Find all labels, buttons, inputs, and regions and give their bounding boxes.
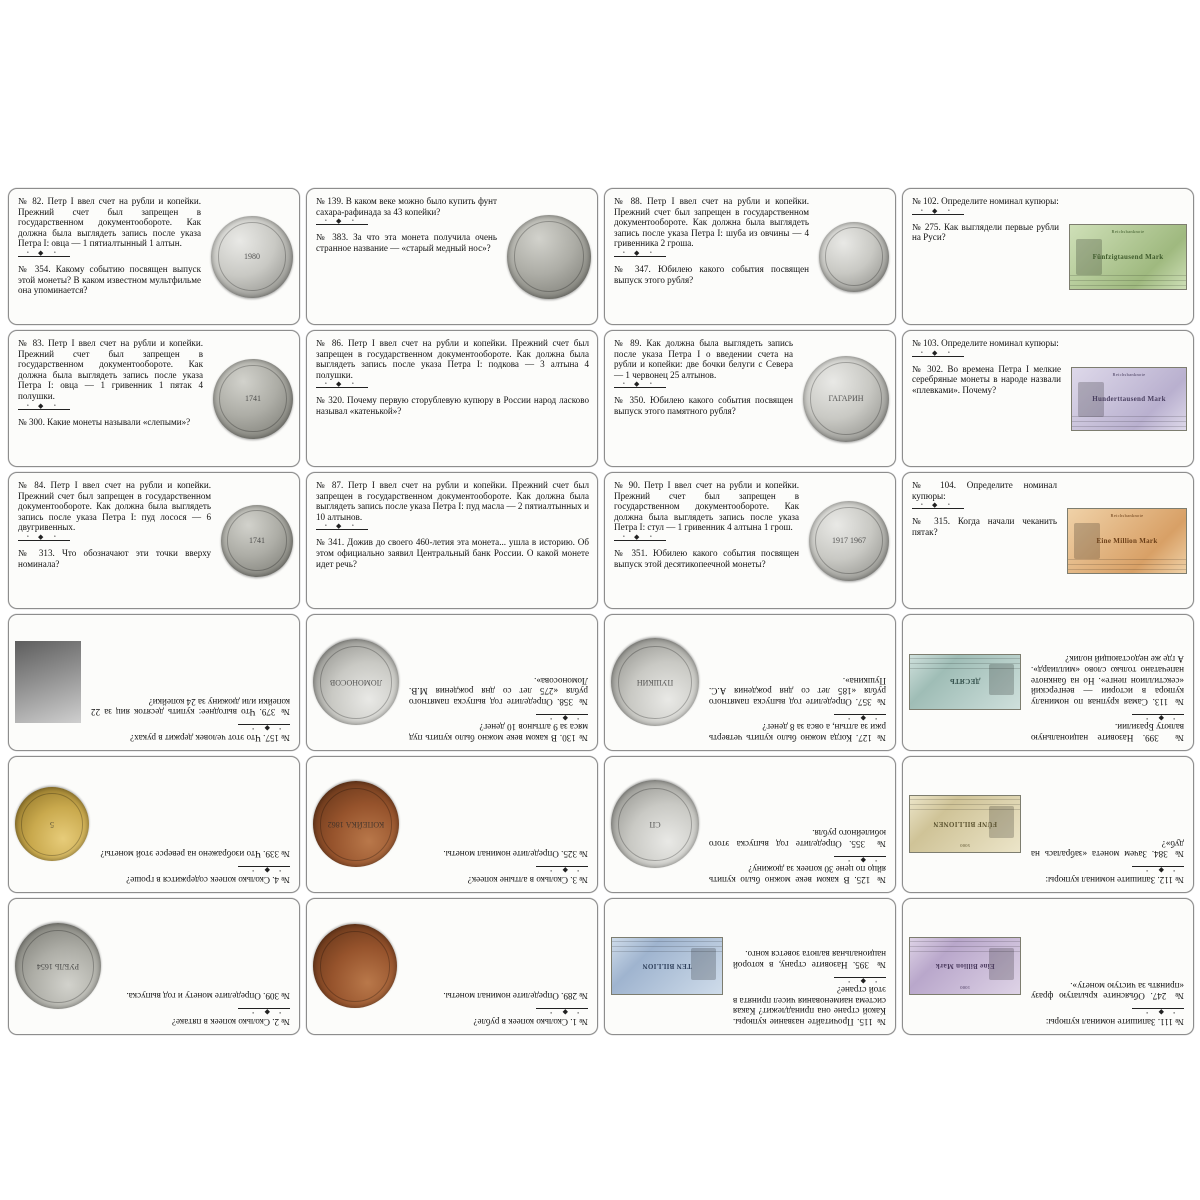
- card-artwork: [307, 899, 399, 1034]
- divider-dot: •: [1173, 867, 1175, 873]
- banknote-denomination: TEN BILLION: [642, 962, 692, 971]
- coin-legend: 5: [50, 820, 54, 830]
- coin-legend: 1917 1967: [832, 535, 866, 545]
- question-text: № 86. Петр I ввел счет на рубли и копейки. Прежний счет был запрещен в государственном документообороте. Как должна была выглядеть запись после указа Петра I: подкова — 3 алтына 4 полушки.: [316, 338, 589, 380]
- coin-image: [313, 925, 397, 1009]
- divider-dot: •: [252, 725, 254, 731]
- divider-dot: •: [577, 867, 579, 873]
- photograph-image: [15, 642, 81, 724]
- coin-image: [211, 216, 293, 298]
- question-divider: [18, 250, 70, 260]
- question-card[interactable]: [604, 188, 896, 325]
- card-text-column: [91, 757, 299, 892]
- question-card[interactable]: [902, 188, 1194, 325]
- question-text: № 130. В каком веке можно было купить пуд мяса за 9 алтынов 10 денег?: [409, 722, 588, 743]
- divider-dot: •: [921, 208, 923, 214]
- coin-legend: ГАГАРИН: [828, 393, 864, 403]
- banknote-guilloche-line: [910, 952, 1020, 953]
- question-card[interactable]: [306, 898, 598, 1035]
- question-text: № 84. Петр I ввел счет на рубли и копейки. Прежний счет был запрещен в государственном документообороте. Как должна была выглядеть запись после указа Петра I: пуд лосося — 6 двугривенных.: [18, 480, 211, 533]
- coin-legend: [313, 925, 397, 1009]
- divider-dot: •: [279, 1009, 281, 1015]
- coin-image: [313, 640, 399, 726]
- question-divider: [238, 863, 290, 873]
- banknote-image: [909, 938, 1021, 996]
- coin-image: [611, 639, 699, 727]
- question-divider: [536, 711, 588, 718]
- banknote-guilloche-line: [910, 800, 1020, 801]
- card-artwork: [1067, 189, 1193, 324]
- divider-dot: •: [1146, 867, 1148, 873]
- coin-legend: СП: [649, 820, 661, 830]
- banknote-guilloche-line: [1070, 280, 1186, 281]
- divider-dot: •: [875, 714, 877, 720]
- question-divider: [834, 711, 886, 718]
- question-text: № 2. Сколько копеек в пятаке?: [171, 1017, 290, 1027]
- card-text-column: [701, 615, 895, 750]
- banknote-image: [1071, 367, 1187, 431]
- question-card[interactable]: [604, 898, 896, 1035]
- question-text: № 247. Объясните крылатую фразу «принять за чистую монету».: [1031, 980, 1184, 1002]
- card-artwork: [505, 189, 597, 324]
- question-text: № 157. Что этот человек держит в руках?: [130, 733, 290, 743]
- banknote-guilloche-line: [910, 669, 1020, 670]
- question-divider: [614, 250, 666, 260]
- question-text: № 103. Определите номинал купюры:: [912, 338, 1059, 348]
- card-artwork: [1065, 473, 1193, 608]
- question-text: № 357. Определите год выпуска памятного рубля «185 лет со дня рождения А.С. Пушкина».: [709, 675, 886, 707]
- question-text: № 112. Запишите номинал купюры:: [1045, 875, 1184, 885]
- coin-image: [313, 782, 399, 868]
- coin-image: [611, 781, 699, 869]
- coin-legend: ПУШКИН: [636, 678, 674, 688]
- question-text: № 341. Дожив до своего 460-летия эта монета... ушла в историю. Об этом официально заявил Центральный банк России. О какой монете идет речь?: [316, 537, 589, 569]
- card-artwork: [801, 331, 895, 466]
- question-text: № 320. Почему первую сторублевую купюру в России народ ласково называл «катенькой»?: [316, 395, 589, 416]
- card-text-column: [903, 189, 1067, 324]
- divider-dot: •: [550, 1009, 552, 1015]
- banknote-subtitle: Reichsbanknote: [1112, 371, 1146, 377]
- banknote-guilloche-line: [1072, 426, 1186, 427]
- question-text: № 315. Когда начали чеканить пятак?: [912, 516, 1057, 537]
- question-text: № 127. Когда можно было купить четверть ржи за алтын, а овса за 8 денег?: [709, 722, 886, 743]
- card-artwork: [817, 189, 895, 324]
- divider-dot: •: [550, 714, 552, 720]
- divider-dot: •: [352, 524, 354, 530]
- banknote-guilloche-line: [1070, 275, 1186, 276]
- question-text: № 351. Юбилею какого события посвящен выпуск этой десятикопеечной монеты?: [614, 547, 799, 569]
- coin-legend: РУБЛЬ 1654: [36, 962, 80, 972]
- card-text-column: [605, 189, 817, 324]
- divider-dot: •: [252, 1009, 254, 1015]
- divider-dot: •: [577, 714, 579, 720]
- banknote-guilloche-line: [1072, 416, 1186, 417]
- question-text: № 355. Определите год выпуска этого юбилейного рубля.: [709, 828, 886, 849]
- banknote-guilloche-line: [910, 947, 1020, 948]
- divider-dot: •: [325, 382, 327, 388]
- question-card[interactable]: [8, 898, 300, 1035]
- question-divider: [316, 384, 368, 391]
- card-artwork: [605, 899, 725, 1034]
- question-text: № 358. Определите год выпуска памятного рубля «275 лет со дня рождения М.В. Ломоносова».: [409, 675, 588, 707]
- card-text-column: [307, 331, 597, 466]
- question-divider: [238, 721, 290, 731]
- divider-dot: •: [921, 503, 923, 509]
- card-artwork: [903, 899, 1023, 1034]
- question-text: № 289. Определите номинал монеты.: [443, 991, 588, 1002]
- coin-image: [819, 222, 889, 292]
- banknote-denomination: FÜNF BILLIONEN: [932, 820, 998, 829]
- question-card[interactable]: [604, 614, 896, 751]
- divider-dot: •: [1146, 1009, 1148, 1015]
- divider-dot: •: [848, 714, 850, 720]
- banknote-denomination: Fünfzigtausend Mark: [1092, 252, 1164, 261]
- banknote-guilloche-line: [612, 942, 722, 943]
- question-text: № 395. Назовите страну, в которой национальная валюта зовется конго.: [733, 949, 886, 970]
- divider-dot: •: [650, 250, 652, 256]
- question-text: № 104. Определите номинал купюры:: [912, 480, 1057, 501]
- card-artwork: [605, 757, 701, 892]
- card-text-column: [307, 473, 597, 608]
- divider-dot: •: [650, 382, 652, 388]
- question-text: № 347. Юбилею какого события посвящен выпуск этого рубля?: [614, 263, 809, 285]
- question-text: № 102. Определите номинал купюры:: [912, 196, 1059, 206]
- divider-dot: •: [948, 350, 950, 356]
- card-artwork: [9, 757, 91, 892]
- banknote-guilloche-line: [1072, 421, 1186, 422]
- question-text: № 302. Во времена Петра I мелкие серебряные монеты в народе назвали «плевками». Почему?: [912, 363, 1061, 395]
- question-card[interactable]: [604, 330, 896, 467]
- question-divider: [912, 350, 964, 360]
- card-artwork: [9, 899, 103, 1034]
- banknote-subtitle: Reichsbanknote: [1110, 512, 1144, 518]
- divider-dot: •: [27, 250, 29, 256]
- divider-dot: •: [325, 219, 327, 225]
- divider-dot: •: [54, 403, 56, 409]
- card-text-column: [903, 473, 1065, 608]
- coin-image: [15, 924, 101, 1010]
- question-card[interactable]: [8, 188, 300, 325]
- coin-legend: КОПЕЙКА 1862: [327, 820, 385, 830]
- banknote-guilloche-line: [910, 810, 1020, 811]
- question-text: № 325. Определите номинал монеты.: [443, 849, 588, 860]
- banknote-image: [611, 938, 723, 996]
- card-artwork: [605, 615, 701, 750]
- card-text-column: [1023, 899, 1193, 1034]
- divider-dot: •: [623, 250, 625, 256]
- question-divider: [238, 1005, 290, 1015]
- question-text: № 88. Петр I ввел счет на рубли и копейки. Прежний счет был запрещен в государственном документообороте. Как должна была выглядеть запись после указа Петра I: шуба из овчины — 4 гривенника 2 гроша.: [614, 196, 809, 249]
- banknote-guilloche-line: [612, 952, 722, 953]
- question-divider: [18, 534, 70, 544]
- question-text: № 115. Прочитайте название купюры. Какой стране она принадлежит? Какая система наименования чисел принята в этой стране?: [733, 985, 886, 1027]
- card-artwork: [903, 615, 1023, 750]
- question-text: № 313. Что обозначают эти точки вверху номинала?: [18, 547, 211, 569]
- question-text: № 309. Определите монету и год выпуска.: [126, 991, 290, 1002]
- divider-dot: •: [948, 503, 950, 509]
- banknote-image: [909, 796, 1021, 854]
- question-text: № 82. Петр I ввел счет на рубли и копейки. Прежний счет был запрещен в государственном документообороте. Как должна была выглядеть запись после указа Петра I: овца — 1 пятиалтынный 1 алтын.: [18, 196, 201, 249]
- card-artwork: [9, 615, 83, 750]
- question-divider: [1132, 711, 1184, 718]
- question-divider: [912, 505, 964, 512]
- card-text-column: [605, 331, 801, 466]
- banknote-guilloche-line: [910, 805, 1020, 806]
- question-text: № 113. Самая крупная по номиналу купюра в истории — венгерский «секстиллион пенге». Но на банкноте напечатано только слово «миллиард». А где же недостающий нолик?: [1031, 654, 1184, 707]
- banknote-guilloche-line: [910, 942, 1020, 943]
- question-card[interactable]: [306, 188, 598, 325]
- question-divider: [614, 384, 666, 391]
- question-card[interactable]: [306, 756, 598, 893]
- card-text-column: [903, 331, 1069, 466]
- question-divider: [1132, 1005, 1184, 1015]
- question-text: № 300. Какие монеты называли «слепыми»?: [18, 416, 191, 427]
- coin-image: [507, 215, 591, 299]
- coin-image: [221, 505, 293, 577]
- divider-dot: •: [577, 1009, 579, 1015]
- card-text-column: [701, 757, 895, 892]
- card-text-column: [605, 473, 807, 608]
- banknote-denomination: Hunderttausend Mark: [1092, 394, 1166, 403]
- question-text: № 383. За что эта монета получила очень странное название — «старый медный нос»?: [316, 232, 497, 253]
- card-artwork: [807, 473, 895, 608]
- divider-dot: •: [948, 208, 950, 214]
- question-text: № 275. Как выглядели первые рубли на Руси?: [912, 221, 1059, 243]
- card-artwork: [1069, 331, 1193, 466]
- question-divider: [18, 403, 70, 413]
- card-artwork: [211, 331, 299, 466]
- question-card[interactable]: [902, 330, 1194, 467]
- card-text-column: [9, 473, 219, 608]
- question-divider: [912, 208, 964, 218]
- card-artwork: [219, 473, 299, 608]
- question-text: № 87. Петр I ввел счет на рубли и копейки. Прежний счет был запрещен в государственном документообороте. Как должна была выглядеть запись после указа Петра I: пуд масла — 2 пятиалтынных и 10 алтынов.: [316, 480, 589, 522]
- coin-legend: ЛОМОНОСОВ: [329, 678, 383, 688]
- divider-dot: •: [54, 534, 56, 540]
- card-grid: [0, 188, 1200, 1035]
- card-text-column: [401, 615, 597, 750]
- question-card[interactable]: [902, 756, 1194, 893]
- question-text: № 354. Какому событию посвящен выпуск этой монеты? В каком известном мультфильме она упоминается?: [18, 263, 201, 296]
- question-divider: [834, 974, 886, 981]
- question-divider: [316, 526, 368, 533]
- card-text-column: [399, 899, 597, 1034]
- divider-dot: •: [1146, 714, 1148, 720]
- divider-dot: •: [54, 250, 56, 256]
- divider-dot: •: [848, 856, 850, 862]
- divider-dot: •: [252, 867, 254, 873]
- question-text: № 379. Что выгоднее: купить десяток яиц за 22 копейки или дюжину за 24 копейки?: [91, 696, 290, 718]
- banknote-guilloche-line: [612, 947, 722, 948]
- divider-dot: •: [875, 977, 877, 983]
- divider-dot: •: [352, 382, 354, 388]
- divider-dot: •: [279, 725, 281, 731]
- question-text: № 89. Как должна была выглядеть запись после указа Петра I о введении счета на рубли и копейки: две бочки белуги с Севера — 1 червонец 25 алтынов.: [614, 338, 793, 380]
- coin-image: [213, 359, 293, 439]
- question-text: № 3. Сколько в алтыне копеек?: [467, 875, 588, 885]
- coin-legend: 1741: [249, 535, 265, 545]
- banknote-guilloche-line: [1068, 564, 1186, 565]
- banknote-image: [1067, 508, 1187, 574]
- divider-dot: •: [875, 856, 877, 862]
- question-divider: [1132, 863, 1184, 873]
- question-divider: [614, 534, 666, 544]
- banknote-subtitle: Reichsbanknote: [1111, 228, 1145, 234]
- coin-image: [15, 788, 89, 862]
- question-card[interactable]: [8, 614, 300, 751]
- card-text-column: [9, 189, 209, 324]
- card-artwork: [903, 757, 1023, 892]
- banknote-subtitle: 1000: [959, 985, 971, 991]
- question-text: № 384. Зачем монета «забралась на дуб»?: [1031, 838, 1184, 860]
- card-text-column: [725, 899, 895, 1034]
- question-card[interactable]: [8, 756, 300, 893]
- divider-dot: •: [325, 524, 327, 530]
- question-card[interactable]: [306, 614, 598, 751]
- divider-dot: •: [650, 534, 652, 540]
- question-divider: [536, 1005, 588, 1015]
- banknote-denomination: ДЕСЯТЬ: [949, 677, 981, 686]
- question-text: № 4. Сколько копеек содержится в гроше?: [126, 875, 290, 885]
- coin-legend: [819, 222, 889, 292]
- question-card[interactable]: [604, 472, 896, 609]
- banknote-denomination: Eine Billion Mark: [935, 962, 995, 971]
- question-card[interactable]: [902, 614, 1194, 751]
- banknote-image: [1069, 224, 1187, 290]
- divider-dot: •: [1173, 1009, 1175, 1015]
- question-text: № 1. Сколько копеек в рубле?: [473, 1017, 588, 1027]
- question-divider: [834, 853, 886, 860]
- question-text: № 399. Назовите национальную валюту Бразилии.: [1031, 722, 1184, 743]
- divider-dot: •: [623, 382, 625, 388]
- banknote-guilloche-line: [910, 659, 1020, 660]
- question-text: № 83. Петр I ввел счет на рубли и копейки. Прежний счет был запрещен в государственном документообороте. Как должна была выглядеть запись после указа Петра I: овца — 1 гривенник 1 пятак 4 полушки.: [18, 338, 203, 401]
- card-text-column: [307, 189, 505, 324]
- question-text: № 111. Запишите номинал купюры:: [1045, 1017, 1184, 1027]
- question-text: № 139. В каком веке можно было купить фунт сахара-рафинада за 43 копейки?: [316, 196, 497, 217]
- question-card[interactable]: [8, 330, 300, 467]
- question-card[interactable]: [306, 330, 598, 467]
- banknote-guilloche-line: [1070, 285, 1186, 286]
- coin-image: [809, 501, 889, 581]
- divider-dot: •: [27, 534, 29, 540]
- question-card[interactable]: [306, 472, 598, 609]
- divider-dot: •: [352, 219, 354, 225]
- divider-dot: •: [1173, 714, 1175, 720]
- card-artwork: [307, 757, 401, 892]
- card-text-column: [1023, 615, 1193, 750]
- question-text: № 350. Юбилею какого события посвящен выпуск этого памятного рубля?: [614, 395, 793, 416]
- question-divider: [316, 221, 368, 228]
- divider-dot: •: [848, 977, 850, 983]
- question-card[interactable]: [604, 756, 896, 893]
- divider-dot: •: [623, 534, 625, 540]
- divider-dot: •: [550, 867, 552, 873]
- divider-dot: •: [27, 403, 29, 409]
- divider-dot: •: [279, 867, 281, 873]
- banknote-subtitle: 5000: [959, 843, 971, 849]
- banknote-denomination: Eine Million Mark: [1096, 536, 1158, 545]
- banknote-guilloche-line: [1068, 559, 1186, 560]
- banknote-guilloche-line: [910, 664, 1020, 665]
- card-artwork: [307, 615, 401, 750]
- banknote-guilloche-line: [1068, 569, 1186, 570]
- card-text-column: [103, 899, 299, 1034]
- coin-legend: [507, 215, 591, 299]
- banknote-image: [909, 655, 1021, 711]
- divider-dot: •: [921, 350, 923, 356]
- question-card[interactable]: [902, 898, 1194, 1035]
- coin-image: [803, 356, 889, 442]
- coin-legend: 1741: [245, 393, 261, 403]
- question-card[interactable]: [8, 472, 300, 609]
- coin-legend: 1980: [244, 251, 260, 261]
- question-text: № 90. Петр I ввел счет на рубли и копейки. Прежний счет был запрещен в государственном документообороте. Как должна была выглядеть запись после указа Петра I: стул — 1 гривенник 4 алтына 1 грош.: [614, 480, 799, 533]
- card-text-column: [401, 757, 597, 892]
- card-text-column: [9, 331, 211, 466]
- question-divider: [536, 863, 588, 873]
- card-text-column: [83, 615, 299, 750]
- question-text: № 125. В каком веке можно было купить яйцо по цене 30 копеек за дюжину?: [709, 864, 886, 885]
- card-artwork: [209, 189, 299, 324]
- question-text: № 339. Что изображено на реверсе этой монеты?: [100, 849, 290, 860]
- card-text-column: [1023, 757, 1193, 892]
- question-card[interactable]: [902, 472, 1194, 609]
